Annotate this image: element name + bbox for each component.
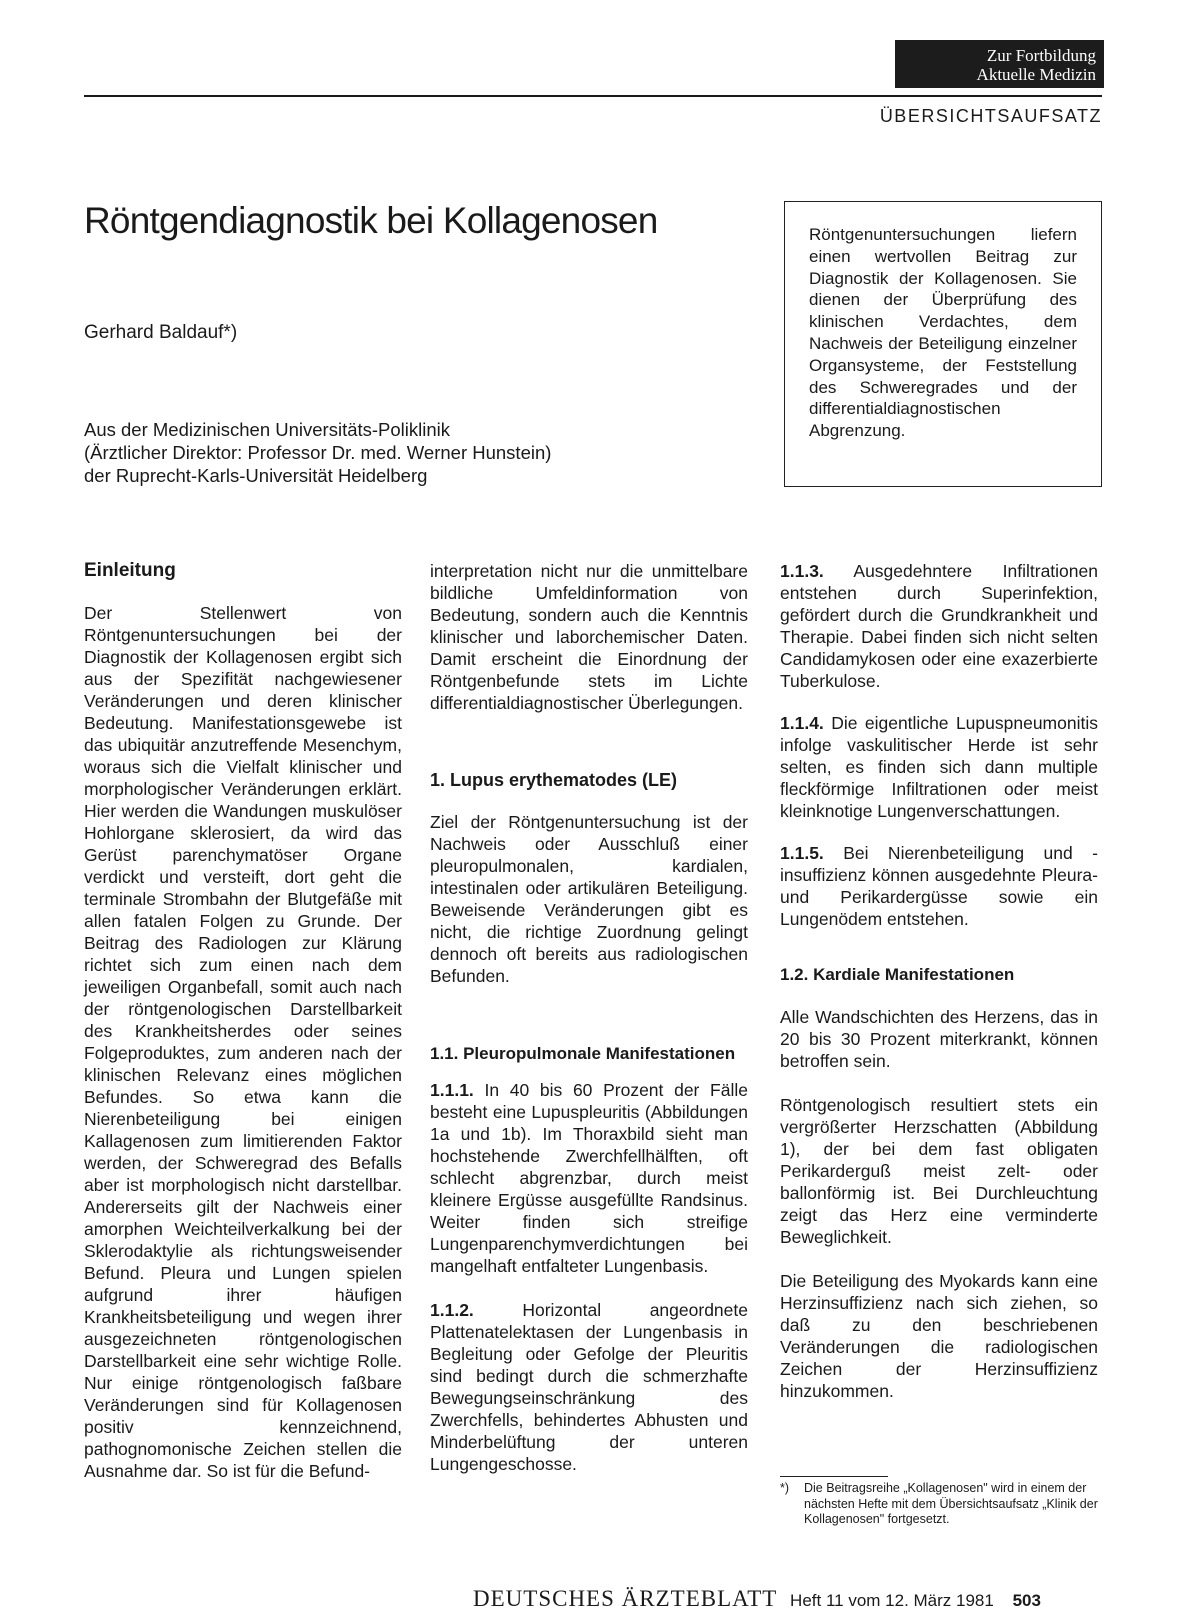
category-tag — [895, 40, 1104, 88]
footnote-rule — [780, 1476, 888, 1477]
article-title: Röntgendiagnostik bei Kollagenosen — [84, 200, 658, 241]
affiliation-line-2: (Ärztlicher Direktor: Professor Dr. med. Werner Hunstein) — [84, 442, 552, 463]
number-1-1-4: 1.1.4. — [780, 713, 824, 733]
column-3 — [780, 560, 1098, 1402]
text-1-1-5: Bei Nierenbeteiligung und -insuffizienz können ausgedehnte Pleura- und Perikardergüsse sowie ein Lungenödem entstehen. — [780, 843, 1098, 929]
text-1-1-1: In 40 bis 60 Prozent der Fälle besteht eine Lupuspleuritis (Abbildungen 1a und 1b). Im Thoraxbild sieht man hochstehende Zwerchfellhälften, oft schlecht abgrenzbar, durch meist kleinere Ergüsse ausgefüllte Randsinus. Weiter finden sich streifige Lungenparenchymverdichtungen bei mangelhaft entfalteter Lungenbasis. — [430, 1080, 748, 1276]
paragraph-1-1-2 — [430, 1299, 748, 1475]
page-number: 503 — [1012, 1591, 1041, 1610]
text-1-1-2: Horizontal angeordnete Plattenatelektasen der Lungenbasis in Begleitung oder Gefolge der Pleuritis sind bedingt durch die schmerzhafte Bewegungseinschränkung des Zwerchfells, behindertes Abhusten und Minderbelüftung der unteren Lungengeschosse. — [430, 1300, 748, 1474]
paragraph-1-1-1 — [430, 1079, 748, 1277]
page-footer — [473, 1586, 1041, 1612]
category-tag-line-1: Zur Fortbildung — [986, 46, 1096, 65]
footnote-mark: *) — [780, 1481, 790, 1495]
paragraph-lupus-intro: Ziel der Röntgenuntersuchung ist der Nachweis oder Ausschluß einer pleuropulmonalen, kardialen, intestinalen oder artikulären Beteiligung. Beweisende Veränderungen gibt es nicht, die richtige Zuordnung gelingt dennoch oft bereits aus radiologischen Befunden. — [430, 812, 748, 986]
author: Gerhard Baldauf*) — [84, 322, 238, 343]
heading-kardial: 1.2. Kardiale Manifestationen — [780, 965, 1015, 984]
paragraph-intro-continued: interpretation nicht nur die unmittelbare bildliche Umfeldinformation von Bedeutung, sondern auch die Kenntnis klinischer und laborchemischer Daten. Damit erscheint die Einordnung der Röntgenbefunde stets im Lichte differentialdiagnostischer Überlegungen. — [430, 561, 748, 713]
paragraph-kardial-2: Röntgenologisch resultiert stets ein vergrößerter Herzschatten (Abbildung 1), der bei dem fast obligaten Perikarderguß meist zelt- oder ballonförmig ist. Bei Durchleuchtung zeigt das Herz eine verminderte Beweglichkeit. — [780, 1095, 1098, 1247]
issue-info: Heft 11 vom 12. März 1981 — [790, 1591, 994, 1610]
footnote — [780, 1481, 1098, 1528]
number-1-1-5: 1.1.5. — [780, 843, 824, 863]
text-1-1-3: Ausgedehntere Infiltrationen entstehen durch Superinfektion, gefördert durch die Grundkrankheit und Therapie. Dabei finden sich nicht selten Candidamykosen oder eine exazerbierte Tuberkulose. — [780, 561, 1098, 691]
affiliation-line-1: Aus der Medizinischen Universitäts-Poliklinik — [84, 419, 451, 440]
paragraph-1-1-3 — [780, 560, 1098, 692]
number-1-1-3: 1.1.3. — [780, 561, 824, 581]
heading-lupus: 1. Lupus erythematodes (LE) — [430, 770, 678, 790]
paragraph-kardial-3: Die Beteiligung des Myokards kann eine Herzinsuffizienz nach sich ziehen, so daß zu den beschriebenen Veränderungen die radiologischen Zeichen der Herzinsuffizienz hinzukommen. — [780, 1271, 1098, 1401]
affiliation — [84, 418, 551, 487]
heading-einleitung: Einleitung — [84, 560, 176, 581]
column-1 — [84, 560, 402, 1482]
abstract-box: Röntgenuntersuchungen liefern einen wertvollen Beitrag zur Diagnostik der Kollagenosen. Sie dienen der Überprüfung des klinischen Verdachtes, dem Nachweis der Beteiligung einzelner Organsysteme, der Feststellung des Schweregrades und der differentialdiagnostischen Abgrenzung. — [784, 201, 1102, 487]
paragraph-kardial-1: Alle Wandschichten des Herzens, das in 20 bis 30 Prozent miterkrankt, können betroffen sein. — [780, 1007, 1098, 1071]
header-rule — [84, 95, 1102, 97]
text-1-1-4: Die eigentliche Lupuspneumonitis infolge vaskulitischer Herde ist sehr selten, es finden sich dann multiple fleckförmige Infiltrationen oder meist kleinknotige Lungenverschattungen. — [780, 713, 1098, 821]
paragraph-1-1-5 — [780, 842, 1098, 930]
number-1-1-1: 1.1.1. — [430, 1080, 474, 1100]
paragraph-intro: Der Stellenwert von Röntgenuntersuchungen bei der Diagnostik der Kollagenosen ergibt sich aus der Spezifität nachgewiesener Veränderungen und deren klinischer Bedeutung. Manifestationsgewebe ist das ubiquitär anzutreffende Mesenchym, woraus sich die Vielfalt klinischer und morphologischer Veränderungen erklärt. Hier werden die Wandungen muskulöser Hohlorgane sklerosiert, da wird das Gerüst parenchymatöser Organe verdickt und versteift, dort geht die terminale Strombahn der Blutgefäße mit allen fatalen Folgen zu Grunde. Der Beitrag des Radiologen zur Klärung richtet sich zum einen nach dem jeweiligen Organbefall, somit auch nach der röntgenologischen Darstellbarkeit des Krankheitsherdes oder seines Folgeproduktes, zum anderen nach der klinischen Relevanz eines möglichen Befundes. So etwa kann die Nierenbeteiligung bei einigen Kallagenosen zum limitierenden Faktor werden, der Schweregrad des Befalls aber ist morphologisch nicht darstellbar. Andererseits gilt der Nachweis einer amorphen Weichteilverkalkung bei der Sklerodaktylie als richtungsweisender Befund. Pleura und Lungen spielen aufgrund ihrer häufigen Krankheitsbeteiligung und wegen ihrer ausgezeichneten röntgenologischen Darstellbarkeit eine sehr wichtige Rolle. Nur einige röntgenologisch faßbare Veränderungen sind für Kollagenosen positiv kennzeichnend, pathognomonische Zeichen stellen die Ausnahme dar. So ist für die Befund- — [84, 603, 402, 1481]
section-label: ÜBERSICHTSAUFSATZ — [879, 106, 1102, 126]
paragraph-1-1-4 — [780, 712, 1098, 822]
footnote-text: Die Beitragsreihe „Kollagenosen" wird in einem der nächsten Hefte mit dem Übersichtsaufsatz „Klinik der Kollagenosen" fortgesetzt. — [804, 1481, 1098, 1526]
number-1-1-2: 1.1.2. — [430, 1300, 474, 1320]
category-tag-line-2: Aktuelle Medizin — [976, 65, 1096, 84]
journal-name: DEUTSCHES ÄRZTEBLATT — [473, 1586, 778, 1611]
affiliation-line-3: der Ruprecht-Karls-Universität Heidelberg — [84, 465, 428, 486]
heading-pleuropulmonal: 1.1. Pleuropulmonale Manifestationen — [430, 1044, 736, 1063]
column-2 — [430, 560, 748, 1475]
